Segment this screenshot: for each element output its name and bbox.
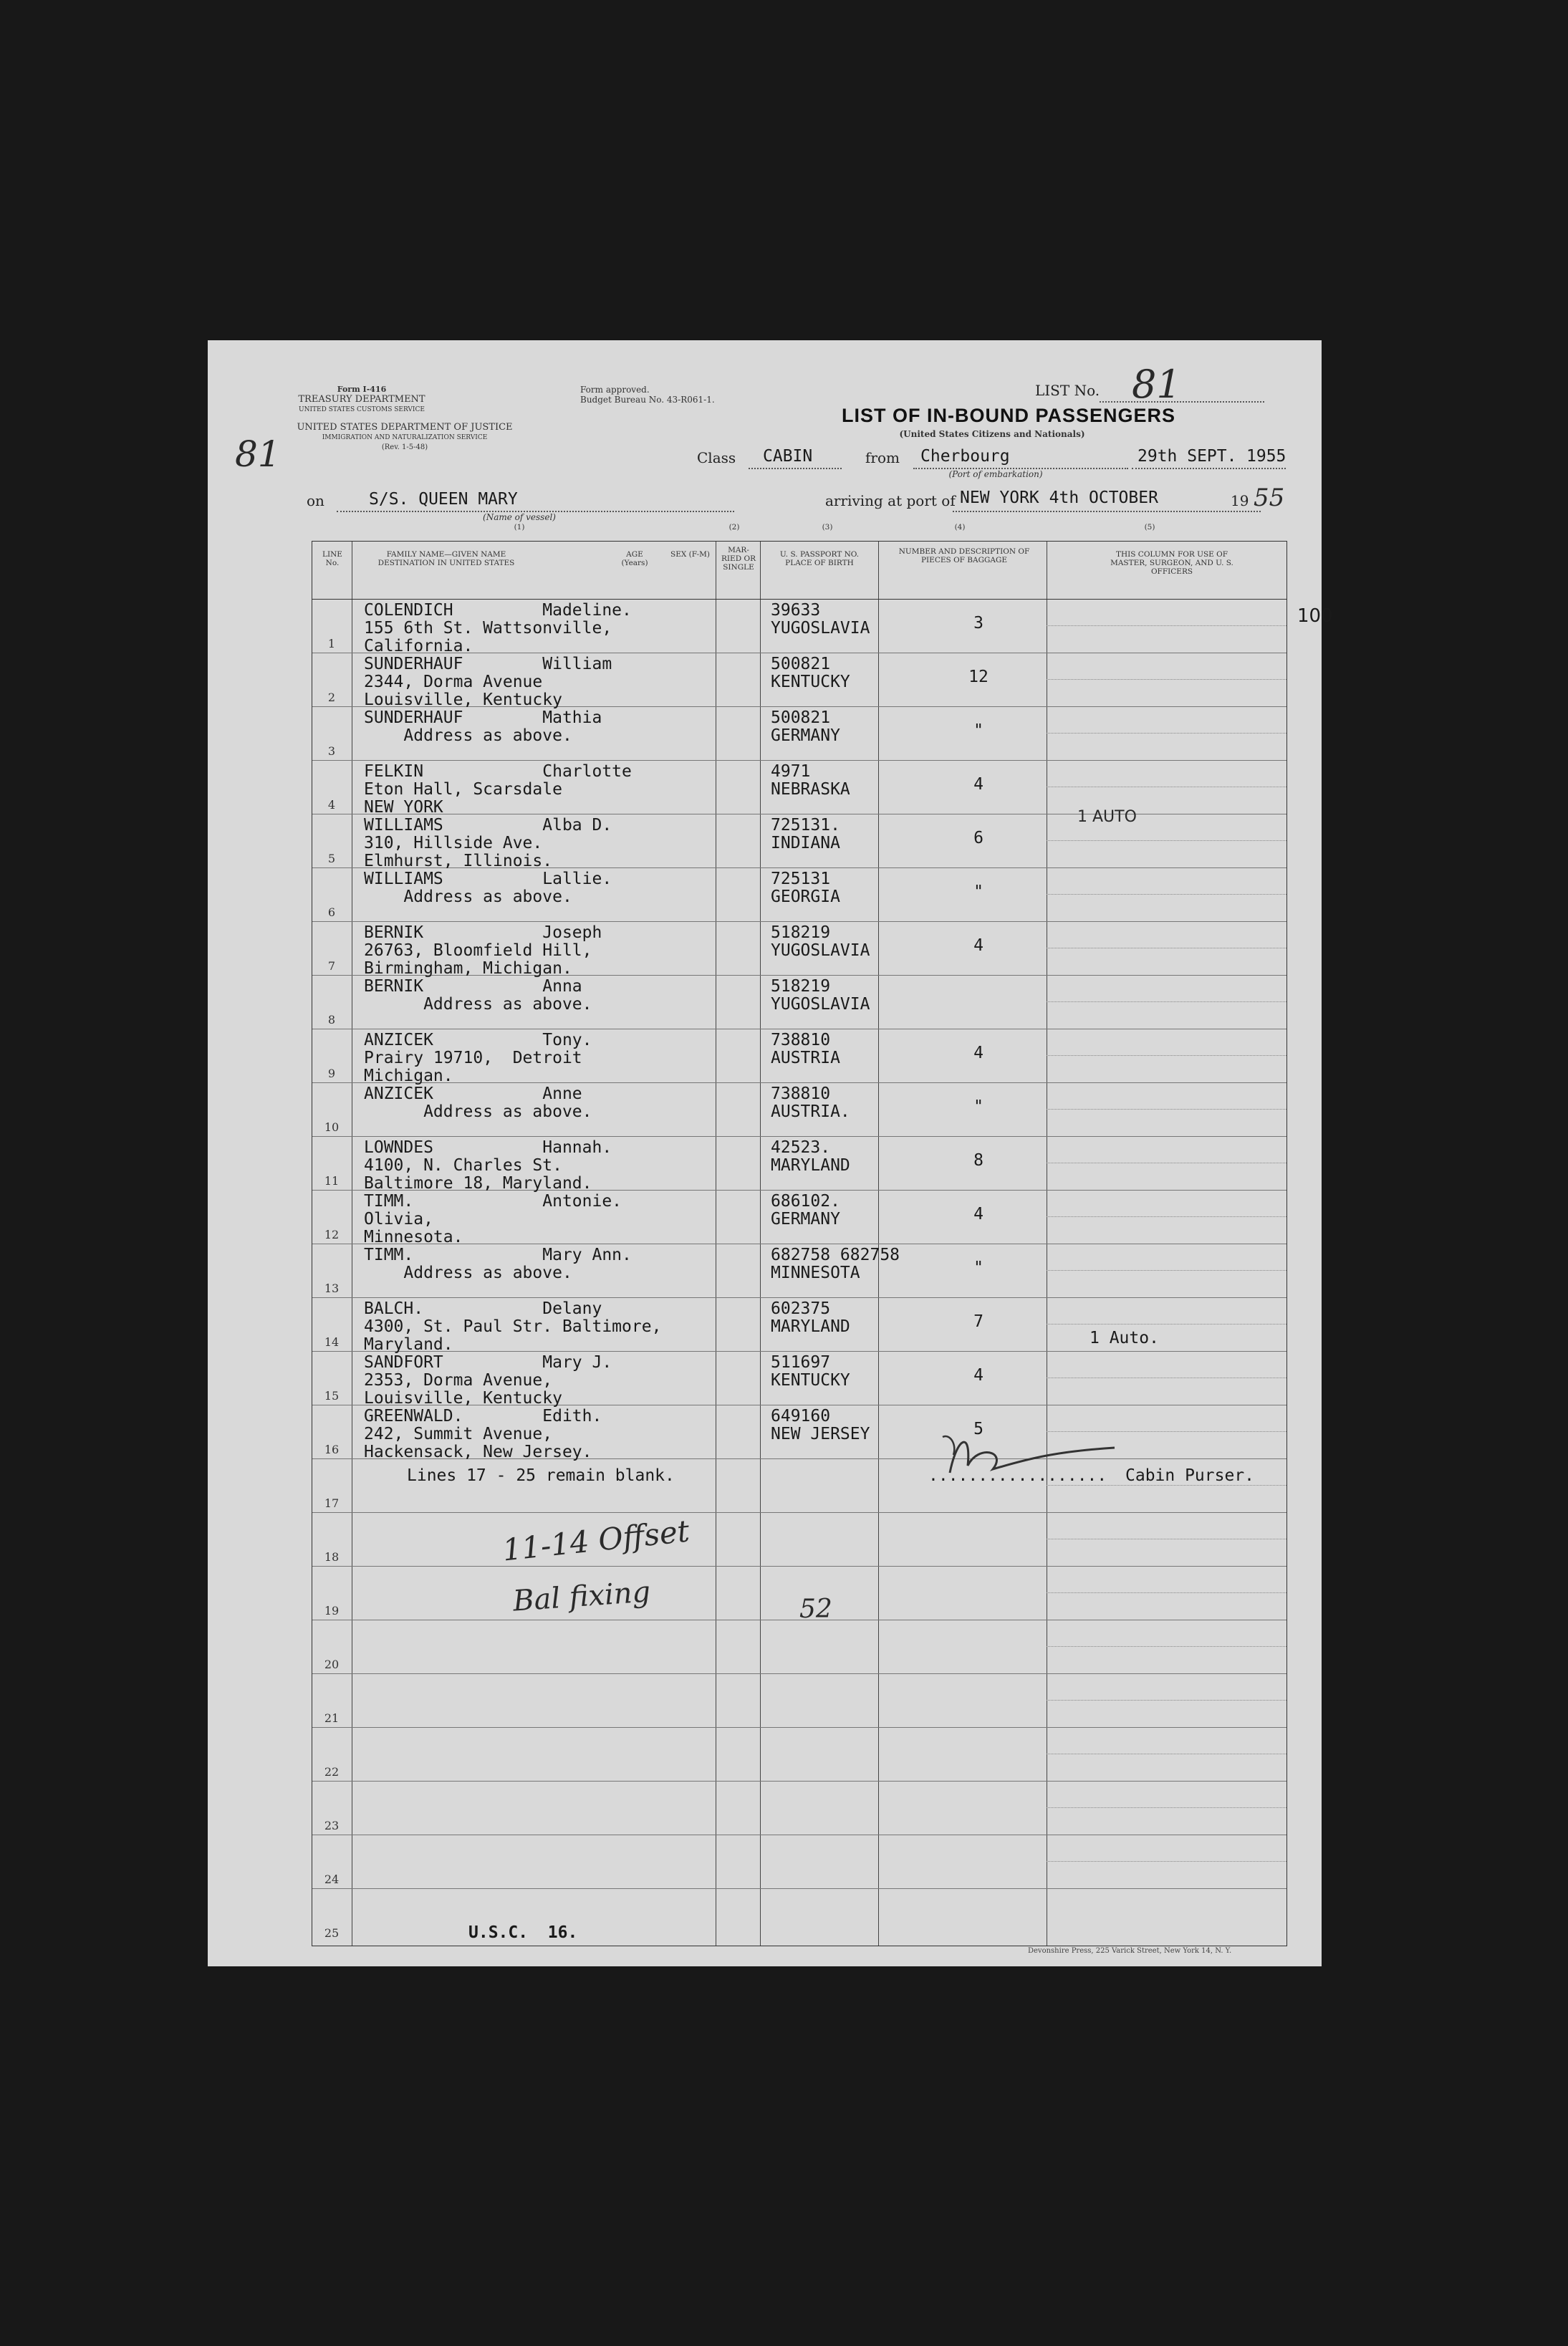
entry-name: SUNDERHAUF Mathia Address as above.	[364, 708, 602, 745]
line-number: 12	[324, 1228, 340, 1241]
entry-name: ANZICEK Tony. Prairy 19710, Detroit Michigan.	[364, 1031, 592, 1085]
entry-passport: 725131. INDIANA	[771, 816, 840, 852]
line-number: 15	[324, 1389, 340, 1403]
revision: (Rev. 1-5-48)	[381, 443, 428, 451]
line-number: 5	[327, 852, 336, 865]
entry-baggage: 6	[973, 829, 983, 847]
col-sex: SEX (F-M)	[670, 550, 710, 559]
row-dotted-guide	[1047, 840, 1286, 841]
entry-name: ANZICEK Anne Address as above.	[364, 1085, 592, 1121]
on-label: on	[307, 492, 324, 509]
entry-passport: 518219 YUGOSLAVIA	[771, 977, 870, 1014]
vessel-note: (Name of vessel)	[483, 512, 556, 522]
from-label: from	[865, 449, 900, 466]
entry-passport: 39633 YUGOSLAVIA	[771, 601, 870, 638]
line-number: 2	[327, 691, 336, 704]
entry-baggage: "	[973, 1259, 983, 1277]
row-dotted-guide	[1047, 1807, 1286, 1808]
entry-baggage: 3	[973, 614, 983, 633]
line-number: 24	[324, 1873, 340, 1886]
budget-bureau: Budget Bureau No. 43-R061-1.	[580, 395, 715, 405]
entry-baggage: 12	[968, 668, 989, 686]
entry-passport: 686102. GERMANY	[771, 1192, 840, 1229]
entry-baggage: 5	[973, 1420, 983, 1438]
port-of-embarkation: Cherbourg	[920, 447, 1010, 466]
entry-name: SANDFORT Mary J. 2353, Dorma Avenue, Louisville, Kentucky	[364, 1353, 612, 1408]
entry-baggage: "	[973, 1097, 983, 1116]
form-approved: Form approved.	[580, 385, 650, 395]
col-married: MAR-RIED OR SINGLE	[721, 546, 756, 572]
col-passport: U. S. PASSPORT NO. PLACE OF BIRTH	[779, 550, 860, 567]
entry-passport: 511697 KENTUCKY	[771, 1353, 850, 1390]
arrival-year-prefix: 19	[1231, 492, 1249, 509]
line-number: 16	[324, 1443, 340, 1456]
embark-date: 29th SEPT.	[1137, 447, 1237, 466]
row-divider	[312, 760, 1286, 761]
line-number: 21	[324, 1711, 340, 1725]
line-number: 3	[327, 744, 336, 758]
form-number: Form I-416	[337, 385, 387, 394]
header-divider	[312, 599, 1286, 600]
entry-name: GREENWALD. Edith. 242, Summit Avenue, Hackensack, New Jersey.	[364, 1407, 602, 1461]
line-number: 25	[324, 1926, 340, 1940]
row-dotted-guide	[1047, 1592, 1286, 1593]
line-number: 1	[327, 637, 336, 650]
row-dotted-guide	[1047, 1646, 1286, 1647]
entry-passport: 4971 NEBRASKA	[771, 762, 850, 799]
approval-block	[580, 385, 752, 405]
handwritten-offset: 11-14 Offset	[501, 1513, 691, 1568]
list-no-value: 81	[1132, 362, 1181, 407]
entry-baggage: "	[973, 721, 983, 740]
entry-baggage: "	[973, 883, 983, 901]
row-divider	[312, 1297, 1286, 1298]
entry-passport: 602375 MARYLAND	[771, 1299, 850, 1336]
row-divider	[312, 1781, 1286, 1782]
line-number: 6	[327, 905, 336, 919]
row-dotted-guide	[1047, 1324, 1286, 1325]
ins-service: IMMIGRATION AND NATURALIZATION SERVICE	[322, 434, 488, 441]
line-number: 18	[324, 1550, 340, 1564]
entry-name: SUNDERHAUF William 2344, Dorma Avenue Louisville, Kentucky	[364, 655, 612, 709]
arrival-year: 55	[1254, 484, 1285, 512]
auto-note-2: 1 Auto.	[1090, 1329, 1159, 1347]
line-number: 17	[324, 1496, 340, 1510]
page-title: LIST OF IN-BOUND PASSENGERS	[842, 405, 1176, 426]
line-number: 8	[327, 1013, 336, 1027]
col-num-3: (3)	[822, 523, 833, 532]
line-number: 23	[324, 1819, 340, 1832]
row-dotted-guide	[1047, 1216, 1286, 1217]
row-divider	[312, 1888, 1286, 1889]
entry-baggage: 7	[973, 1312, 983, 1331]
line-number: 10	[324, 1120, 340, 1134]
entry-officer: 100	[1297, 605, 1333, 627]
treasury-dept: TREASURY DEPARTMENT	[298, 394, 425, 405]
col-age: AGE (Years)	[621, 550, 648, 567]
row-dotted-guide	[1047, 1055, 1286, 1056]
line-number: 20	[324, 1658, 340, 1671]
entry-name: BERNIK Joseph 26763, Bloomfield Hill, Birmingham, Michigan.	[364, 923, 602, 978]
col-num-5: (5)	[1144, 523, 1155, 532]
entry-name: LOWNDES Hannah. 4100, N. Charles St. Baltimore 18, Maryland.	[364, 1138, 612, 1193]
vessel-name: S/S. QUEEN MARY	[369, 490, 518, 509]
usc-note: U.S.C. 16.	[468, 1923, 578, 1942]
entry-baggage: 8	[973, 1151, 983, 1170]
line-number: 19	[324, 1604, 340, 1617]
col-num-1: (1)	[514, 523, 525, 532]
entry-name: FELKIN Charlotte Eton Hall, Scarsdale NEW YORK	[364, 762, 632, 817]
row-dotted-guide	[1047, 1861, 1286, 1862]
auto-note-1: 1 AUTO	[1077, 808, 1137, 826]
purser-signature	[928, 1423, 1129, 1487]
entry-passport: 738810 AUSTRIA.	[771, 1085, 850, 1121]
row-dotted-guide	[1047, 1700, 1286, 1701]
purser-dots: ..................	[928, 1466, 1107, 1485]
row-dotted-guide	[1047, 625, 1286, 626]
col-officers: THIS COLUMN FOR USE OF MASTER, SURGEON, AND U. S. OFFICERS	[1110, 550, 1233, 576]
col-baggage: NUMBER AND DESCRIPTION OF PIECES OF BAGGAGE	[898, 547, 1030, 564]
port-embark-note: (Port of embarkation)	[948, 469, 1043, 479]
entry-name: BERNIK Anna Address as above.	[364, 977, 592, 1014]
passenger-table	[312, 541, 1333, 1946]
entry-passport: 500821 KENTUCKY	[771, 655, 850, 691]
cabin-purser: Cabin Purser.	[1125, 1466, 1255, 1485]
arrival-port-date: NEW YORK 4th OCTOBER	[960, 489, 1158, 507]
entry-passport: 42523. MARYLAND	[771, 1138, 850, 1175]
entry-name: TIMM. Antonie. Olivia, Minnesota.	[364, 1192, 622, 1246]
entry-name: TIMM. Mary Ann. Address as above.	[364, 1246, 632, 1282]
line-number: 14	[324, 1335, 340, 1349]
line-number: 13	[324, 1282, 340, 1295]
class-label: Class	[697, 449, 736, 466]
row-divider	[312, 1512, 1286, 1513]
row-dotted-guide	[1047, 1270, 1286, 1271]
line-number: 4	[327, 798, 336, 812]
entry-name: BALCH. Delany 4300, St. Paul Str. Baltimore, Maryland.	[364, 1299, 662, 1354]
line-number: 9	[327, 1067, 336, 1080]
entry-name: WILLIAMS Lallie. Address as above.	[364, 870, 612, 906]
list-no-label: LIST No.	[1035, 382, 1100, 399]
entry-baggage: 4	[973, 1044, 983, 1062]
class-value: CABIN	[763, 447, 813, 466]
entry-baggage: 4	[973, 1205, 983, 1224]
embark-year: 1955	[1246, 447, 1286, 466]
entry-name: COLENDICH Madeline. 155 6th St. Wattsonville, California.	[364, 601, 632, 655]
entry-baggage: 4	[973, 936, 983, 955]
row-divider	[312, 1673, 1286, 1674]
line-number: 22	[324, 1765, 340, 1779]
row-dotted-guide	[1047, 1001, 1286, 1002]
row-dotted-guide	[1047, 733, 1286, 734]
row-divider	[312, 1566, 1286, 1567]
page-subtitle: (United States Citizens and Nationals)	[899, 429, 1085, 439]
col-num-2: (2)	[728, 523, 740, 532]
agency-block	[287, 385, 437, 415]
handwritten-note: Bal fixing	[511, 1575, 652, 1618]
justice-block	[287, 423, 523, 453]
col-line-no: LINE No.	[322, 550, 342, 567]
list-no-line	[1100, 401, 1264, 403]
line-number: 7	[327, 959, 336, 973]
passenger-list-page	[208, 340, 1333, 1966]
row-divider	[312, 921, 1286, 922]
blank-lines-note: Lines 17 - 25 remain blank.	[407, 1466, 675, 1485]
customs-service: UNITED STATES CUSTOMS SERVICE	[299, 406, 425, 413]
margin-list-number: 81	[235, 433, 281, 475]
entry-passport: 682758 682758 MINNESOTA	[771, 1246, 900, 1282]
entry-passport: 738810 AUSTRIA	[771, 1031, 840, 1067]
entry-baggage: 4	[973, 775, 983, 794]
col-name: FAMILY NAME—GIVEN NAME DESTINATION IN UNITED STATES	[377, 550, 515, 567]
class-line	[749, 468, 842, 469]
printer-credit: Devonshire Press, 225 Varick Street, New York 14, N. Y.	[1028, 1947, 1232, 1955]
row-divider	[312, 1136, 1286, 1137]
entry-passport: 649160 NEW JERSEY	[771, 1407, 870, 1443]
entry-name: WILLIAMS Alba D. 310, Hillside Ave. Elmhurst, Illinois.	[364, 816, 612, 870]
row-dotted-guide	[1047, 679, 1286, 680]
entry-passport: 500821 GERMANY	[771, 708, 840, 745]
date-line	[1132, 468, 1286, 469]
entry-baggage: 4	[973, 1366, 983, 1385]
entry-passport: 518219 YUGOSLAVIA	[771, 923, 870, 960]
arriving-label: arriving at port of	[825, 492, 956, 509]
arrival-line	[953, 511, 1261, 512]
justice-dept: UNITED STATES DEPARTMENT OF JUSTICE	[297, 422, 513, 433]
row-dotted-guide	[1047, 894, 1286, 895]
row-divider	[312, 1727, 1286, 1728]
entry-passport: 725131 GEORGIA	[771, 870, 840, 906]
row-dotted-guide	[1047, 1109, 1286, 1110]
handwritten-number: 52	[799, 1595, 832, 1624]
line-number: 11	[324, 1174, 340, 1188]
col-num-4: (4)	[954, 523, 966, 532]
